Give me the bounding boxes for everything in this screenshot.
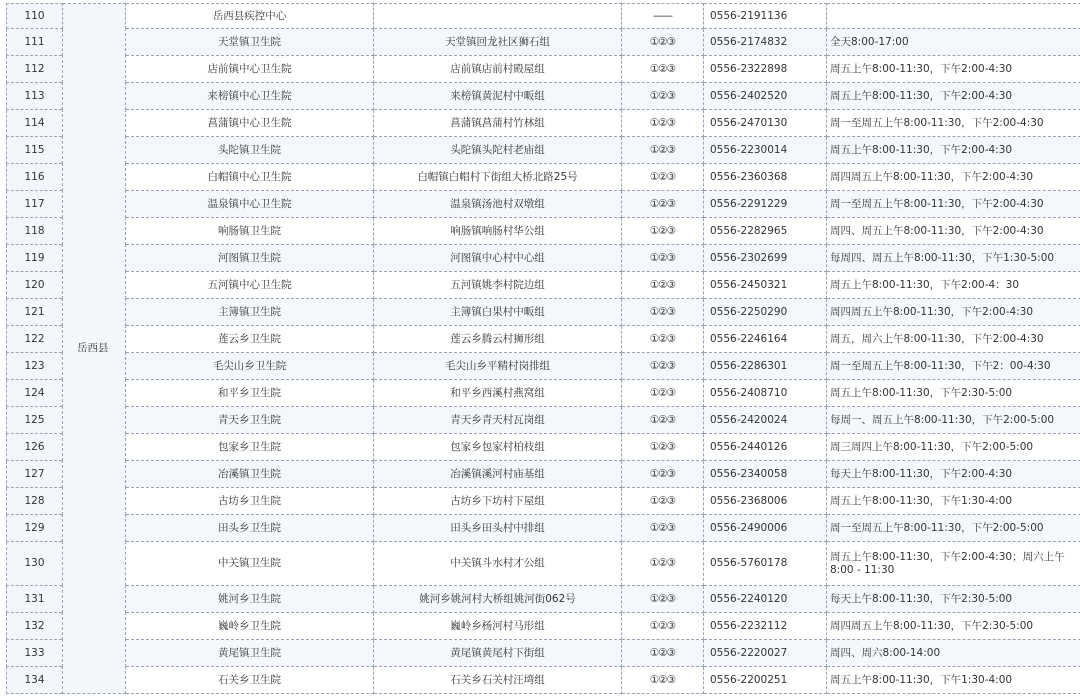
service-codes: ①②③	[622, 110, 704, 137]
phone-number: 0556-2282965	[704, 218, 827, 245]
facility-name: 黄尾镇卫生院	[126, 640, 374, 667]
service-hours: 每周一、周五上午8:00-11:30，下午2:00-5:00	[827, 407, 1080, 434]
service-hours: 全天8:00-17:00	[827, 29, 1080, 56]
phone-number: 0556-2191136	[704, 4, 827, 29]
service-hours: 周五上午8:00-11:30，下午2:30-5:00	[827, 380, 1080, 407]
service-hours: 周一至周五上午8:00-11:30，下午2：00-4:30	[827, 353, 1080, 380]
table-row	[7, 515, 1080, 542]
service-codes: ①②③	[622, 586, 704, 613]
phone-number: 0556-2302699	[704, 245, 827, 272]
row-number: 130	[7, 542, 63, 586]
facility-address: 河图镇中心村中心组	[374, 245, 622, 272]
facility-address: 头陀镇头陀村老庙组	[374, 137, 622, 164]
facility-name: 温泉镇中心卫生院	[126, 191, 374, 218]
service-codes: ①②③	[622, 218, 704, 245]
phone-number: 0556-2322898	[704, 56, 827, 83]
table-row	[7, 586, 1080, 613]
row-number: 120	[7, 272, 63, 299]
facility-address: 石关乡石关村汪塆组	[374, 667, 622, 694]
facility-name: 中关镇卫生院	[126, 542, 374, 586]
facility-address: 姚河乡姚河村大桥组姚河街062号	[374, 586, 622, 613]
service-hours: 周五上午8:00-11:30，下午2:00-4:30	[827, 137, 1080, 164]
phone-number: 0556-2291229	[704, 191, 827, 218]
row-number: 111	[7, 29, 63, 56]
row-number: 132	[7, 613, 63, 640]
row-number: 113	[7, 83, 63, 110]
row-number: 127	[7, 461, 63, 488]
facility-address: 巍岭乡杨河村马形组	[374, 613, 622, 640]
phone-number: 0556-2286301	[704, 353, 827, 380]
row-number: 118	[7, 218, 63, 245]
service-codes: ①②③	[622, 407, 704, 434]
facility-name: 石关乡卫生院	[126, 667, 374, 694]
service-codes: ①②③	[622, 299, 704, 326]
service-codes: ①②③	[622, 83, 704, 110]
table-row	[7, 56, 1080, 83]
phone-number: 0556-2240120	[704, 586, 827, 613]
service-codes: ①②③	[622, 353, 704, 380]
facility-name: 岳西县疾控中心	[126, 4, 374, 29]
phone-number: 0556-2246164	[704, 326, 827, 353]
table-row	[7, 488, 1080, 515]
service-hours	[827, 4, 1080, 29]
facility-name: 主簿镇卫生院	[126, 299, 374, 326]
phone-number: 0556-2402520	[704, 83, 827, 110]
table-row	[7, 613, 1080, 640]
phone-number: 0556-2232112	[704, 613, 827, 640]
phone-number: 0556-2450321	[704, 272, 827, 299]
service-hours: 周一至周五上午8:00-11:30，下午2:00-5:00	[827, 515, 1080, 542]
table-row	[7, 191, 1080, 218]
table-row	[7, 137, 1080, 164]
row-number: 125	[7, 407, 63, 434]
phone-number: 0556-2250290	[704, 299, 827, 326]
phone-number: 0556-2360368	[704, 164, 827, 191]
facility-name: 古坊乡卫生院	[126, 488, 374, 515]
facility-address: 温泉镇汤池村双墩组	[374, 191, 622, 218]
phone-number: 0556-2200251	[704, 667, 827, 694]
service-codes: ①②③	[622, 640, 704, 667]
table-row	[7, 353, 1080, 380]
table-row	[7, 407, 1080, 434]
facility-address: 天堂镇回龙社区狮石组	[374, 29, 622, 56]
table-row	[7, 245, 1080, 272]
row-number: 119	[7, 245, 63, 272]
row-number: 121	[7, 299, 63, 326]
phone-number: 0556-2340058	[704, 461, 827, 488]
service-hours: 周五上午8:00-11:30，下午1:30-4:00	[827, 488, 1080, 515]
facility-name: 五河镇中心卫生院	[126, 272, 374, 299]
row-number: 133	[7, 640, 63, 667]
table-row	[7, 326, 1080, 353]
service-codes: ①②③	[622, 542, 704, 586]
service-hours: 每天上午8:00-11:30，下午2:00-4:30	[827, 461, 1080, 488]
table-row	[7, 461, 1080, 488]
facility-name: 来榜镇中心卫生院	[126, 83, 374, 110]
service-hours: 每天上午8:00-11:30，下午2:30-5:00	[827, 586, 1080, 613]
phone-number: 0556-2220027	[704, 640, 827, 667]
facility-name: 菖蒲镇中心卫生院	[126, 110, 374, 137]
service-hours: 周五上午8:00-11:30，下午1:30-4:00	[827, 667, 1080, 694]
facility-address: 古坊乡下坊村下屋组	[374, 488, 622, 515]
service-codes: ①②③	[622, 137, 704, 164]
service-codes: ①②③	[622, 667, 704, 694]
service-hours: 周五上午8:00-11:30，下午2:00-4:30；周六上午8:00 - 11:30	[827, 542, 1080, 586]
service-codes: ①②③	[622, 272, 704, 299]
service-hours: 周五上午8:00-11:30，下午2:00-4:30	[827, 83, 1080, 110]
row-number: 122	[7, 326, 63, 353]
facility-address: 店前镇店前村殿屋组	[374, 56, 622, 83]
facility-name: 头陀镇卫生院	[126, 137, 374, 164]
facility-address: 包家乡包家村柏枝组	[374, 434, 622, 461]
table-row	[7, 29, 1080, 56]
phone-number: 0556-2368006	[704, 488, 827, 515]
service-codes: ①②③	[622, 380, 704, 407]
service-hours: 周三周四上午8:00-11:30，下午2:00-5:00	[827, 434, 1080, 461]
facility-name: 青天乡卫生院	[126, 407, 374, 434]
table-row	[7, 272, 1080, 299]
row-number: 131	[7, 586, 63, 613]
service-hours: 周四周五上午8:00-11:30，下午2:30-5:00	[827, 613, 1080, 640]
facility-address: 中关镇斗水村才公组	[374, 542, 622, 586]
table-row	[7, 110, 1080, 137]
service-hours: 每周四、周五上午8:00-11:30，下午1:30-5:00	[827, 245, 1080, 272]
table-row	[7, 542, 1080, 586]
phone-number: 0556-5760178	[704, 542, 827, 586]
row-number: 112	[7, 56, 63, 83]
service-hours: 周五，周六上午8:00-11:30，下午2:00-4:30	[827, 326, 1080, 353]
facility-name: 巍岭乡卫生院	[126, 613, 374, 640]
facility-name: 毛尖山乡卫生院	[126, 353, 374, 380]
row-number: 128	[7, 488, 63, 515]
service-codes: ①②③	[622, 245, 704, 272]
row-number: 134	[7, 667, 63, 694]
service-codes: ①②③	[622, 434, 704, 461]
county-name: 岳西县	[63, 4, 126, 694]
table-row	[7, 218, 1080, 245]
row-number: 126	[7, 434, 63, 461]
facility-address: 莲云乡腾云村狮形组	[374, 326, 622, 353]
facility-name: 河图镇卫生院	[126, 245, 374, 272]
service-hours: 周五上午8:00-11:30，下午2:00-4:30	[827, 56, 1080, 83]
clinic-table-container	[6, 3, 1080, 697]
facility-address: 来榜镇黄泥村中畈组	[374, 83, 622, 110]
service-codes: ①②③	[622, 56, 704, 83]
row-number: 114	[7, 110, 63, 137]
facility-address: 黄尾镇黄尾村下街组	[374, 640, 622, 667]
service-hours: 周四、周六8:00-14:00	[827, 640, 1080, 667]
table-row	[7, 380, 1080, 407]
facility-address: 冶溪镇溪河村庙基组	[374, 461, 622, 488]
phone-number: 0556-2230014	[704, 137, 827, 164]
facility-name: 莲云乡卫生院	[126, 326, 374, 353]
service-codes: ①②③	[622, 29, 704, 56]
phone-number: 0556-2440126	[704, 434, 827, 461]
service-codes: ①②③	[622, 488, 704, 515]
row-number: 123	[7, 353, 63, 380]
facility-address: 白帽镇白帽村下街组大桥北路25号	[374, 164, 622, 191]
facility-name: 店前镇中心卫生院	[126, 56, 374, 83]
facility-address: 和平乡西溪村燕窝组	[374, 380, 622, 407]
table-body	[7, 4, 1080, 694]
table-row	[7, 299, 1080, 326]
row-number: 129	[7, 515, 63, 542]
facility-name: 白帽镇中心卫生院	[126, 164, 374, 191]
clinic-table	[6, 3, 1080, 694]
phone-number: 0556-2174832	[704, 29, 827, 56]
service-codes: ①②③	[622, 461, 704, 488]
table-row	[7, 164, 1080, 191]
service-hours: 周四、周五上午8:00-11:30，下午2:00-4:30	[827, 218, 1080, 245]
phone-number: 0556-2470130	[704, 110, 827, 137]
table-row	[7, 667, 1080, 694]
service-codes: ——	[622, 4, 704, 29]
service-hours: 周四周五上午8:00-11:30，下午2:00-4:30	[827, 164, 1080, 191]
facility-address: 毛尖山乡平精村岗排组	[374, 353, 622, 380]
service-hours: 周一至周五上午8:00-11:30，下午2:00-4:30	[827, 110, 1080, 137]
row-number: 124	[7, 380, 63, 407]
phone-number: 0556-2490006	[704, 515, 827, 542]
facility-name: 响肠镇卫生院	[126, 218, 374, 245]
service-hours: 周四周五上午8:00-11:30，下午2:00-4:30	[827, 299, 1080, 326]
table-row	[7, 4, 1080, 29]
facility-name: 冶溪镇卫生院	[126, 461, 374, 488]
table-row	[7, 83, 1080, 110]
service-codes: ①②③	[622, 164, 704, 191]
facility-name: 和平乡卫生院	[126, 380, 374, 407]
phone-number: 0556-2420024	[704, 407, 827, 434]
row-number: 117	[7, 191, 63, 218]
facility-address: 响肠镇响肠村华公组	[374, 218, 622, 245]
service-hours: 周一至周五上午8:00-11:30，下午2:00-4:30	[827, 191, 1080, 218]
service-codes: ①②③	[622, 613, 704, 640]
table-row	[7, 640, 1080, 667]
facility-address	[374, 4, 622, 29]
facility-name: 姚河乡卫生院	[126, 586, 374, 613]
facility-name: 田头乡卫生院	[126, 515, 374, 542]
facility-address: 青天乡青天村瓦岗组	[374, 407, 622, 434]
facility-address: 五河镇姚李村院边组	[374, 272, 622, 299]
facility-address: 主簿镇白果村中畈组	[374, 299, 622, 326]
table-row	[7, 434, 1080, 461]
row-number: 110	[7, 4, 63, 29]
service-codes: ①②③	[622, 326, 704, 353]
facility-address: 田头乡田头村中排组	[374, 515, 622, 542]
facility-address: 菖蒲镇菖蒲村竹林组	[374, 110, 622, 137]
row-number: 115	[7, 137, 63, 164]
phone-number: 0556-2408710	[704, 380, 827, 407]
service-codes: ①②③	[622, 515, 704, 542]
row-number: 116	[7, 164, 63, 191]
facility-name: 天堂镇卫生院	[126, 29, 374, 56]
service-hours: 周五上午8:00-11:30，下午2:00-4：30	[827, 272, 1080, 299]
facility-name: 包家乡卫生院	[126, 434, 374, 461]
service-codes: ①②③	[622, 191, 704, 218]
